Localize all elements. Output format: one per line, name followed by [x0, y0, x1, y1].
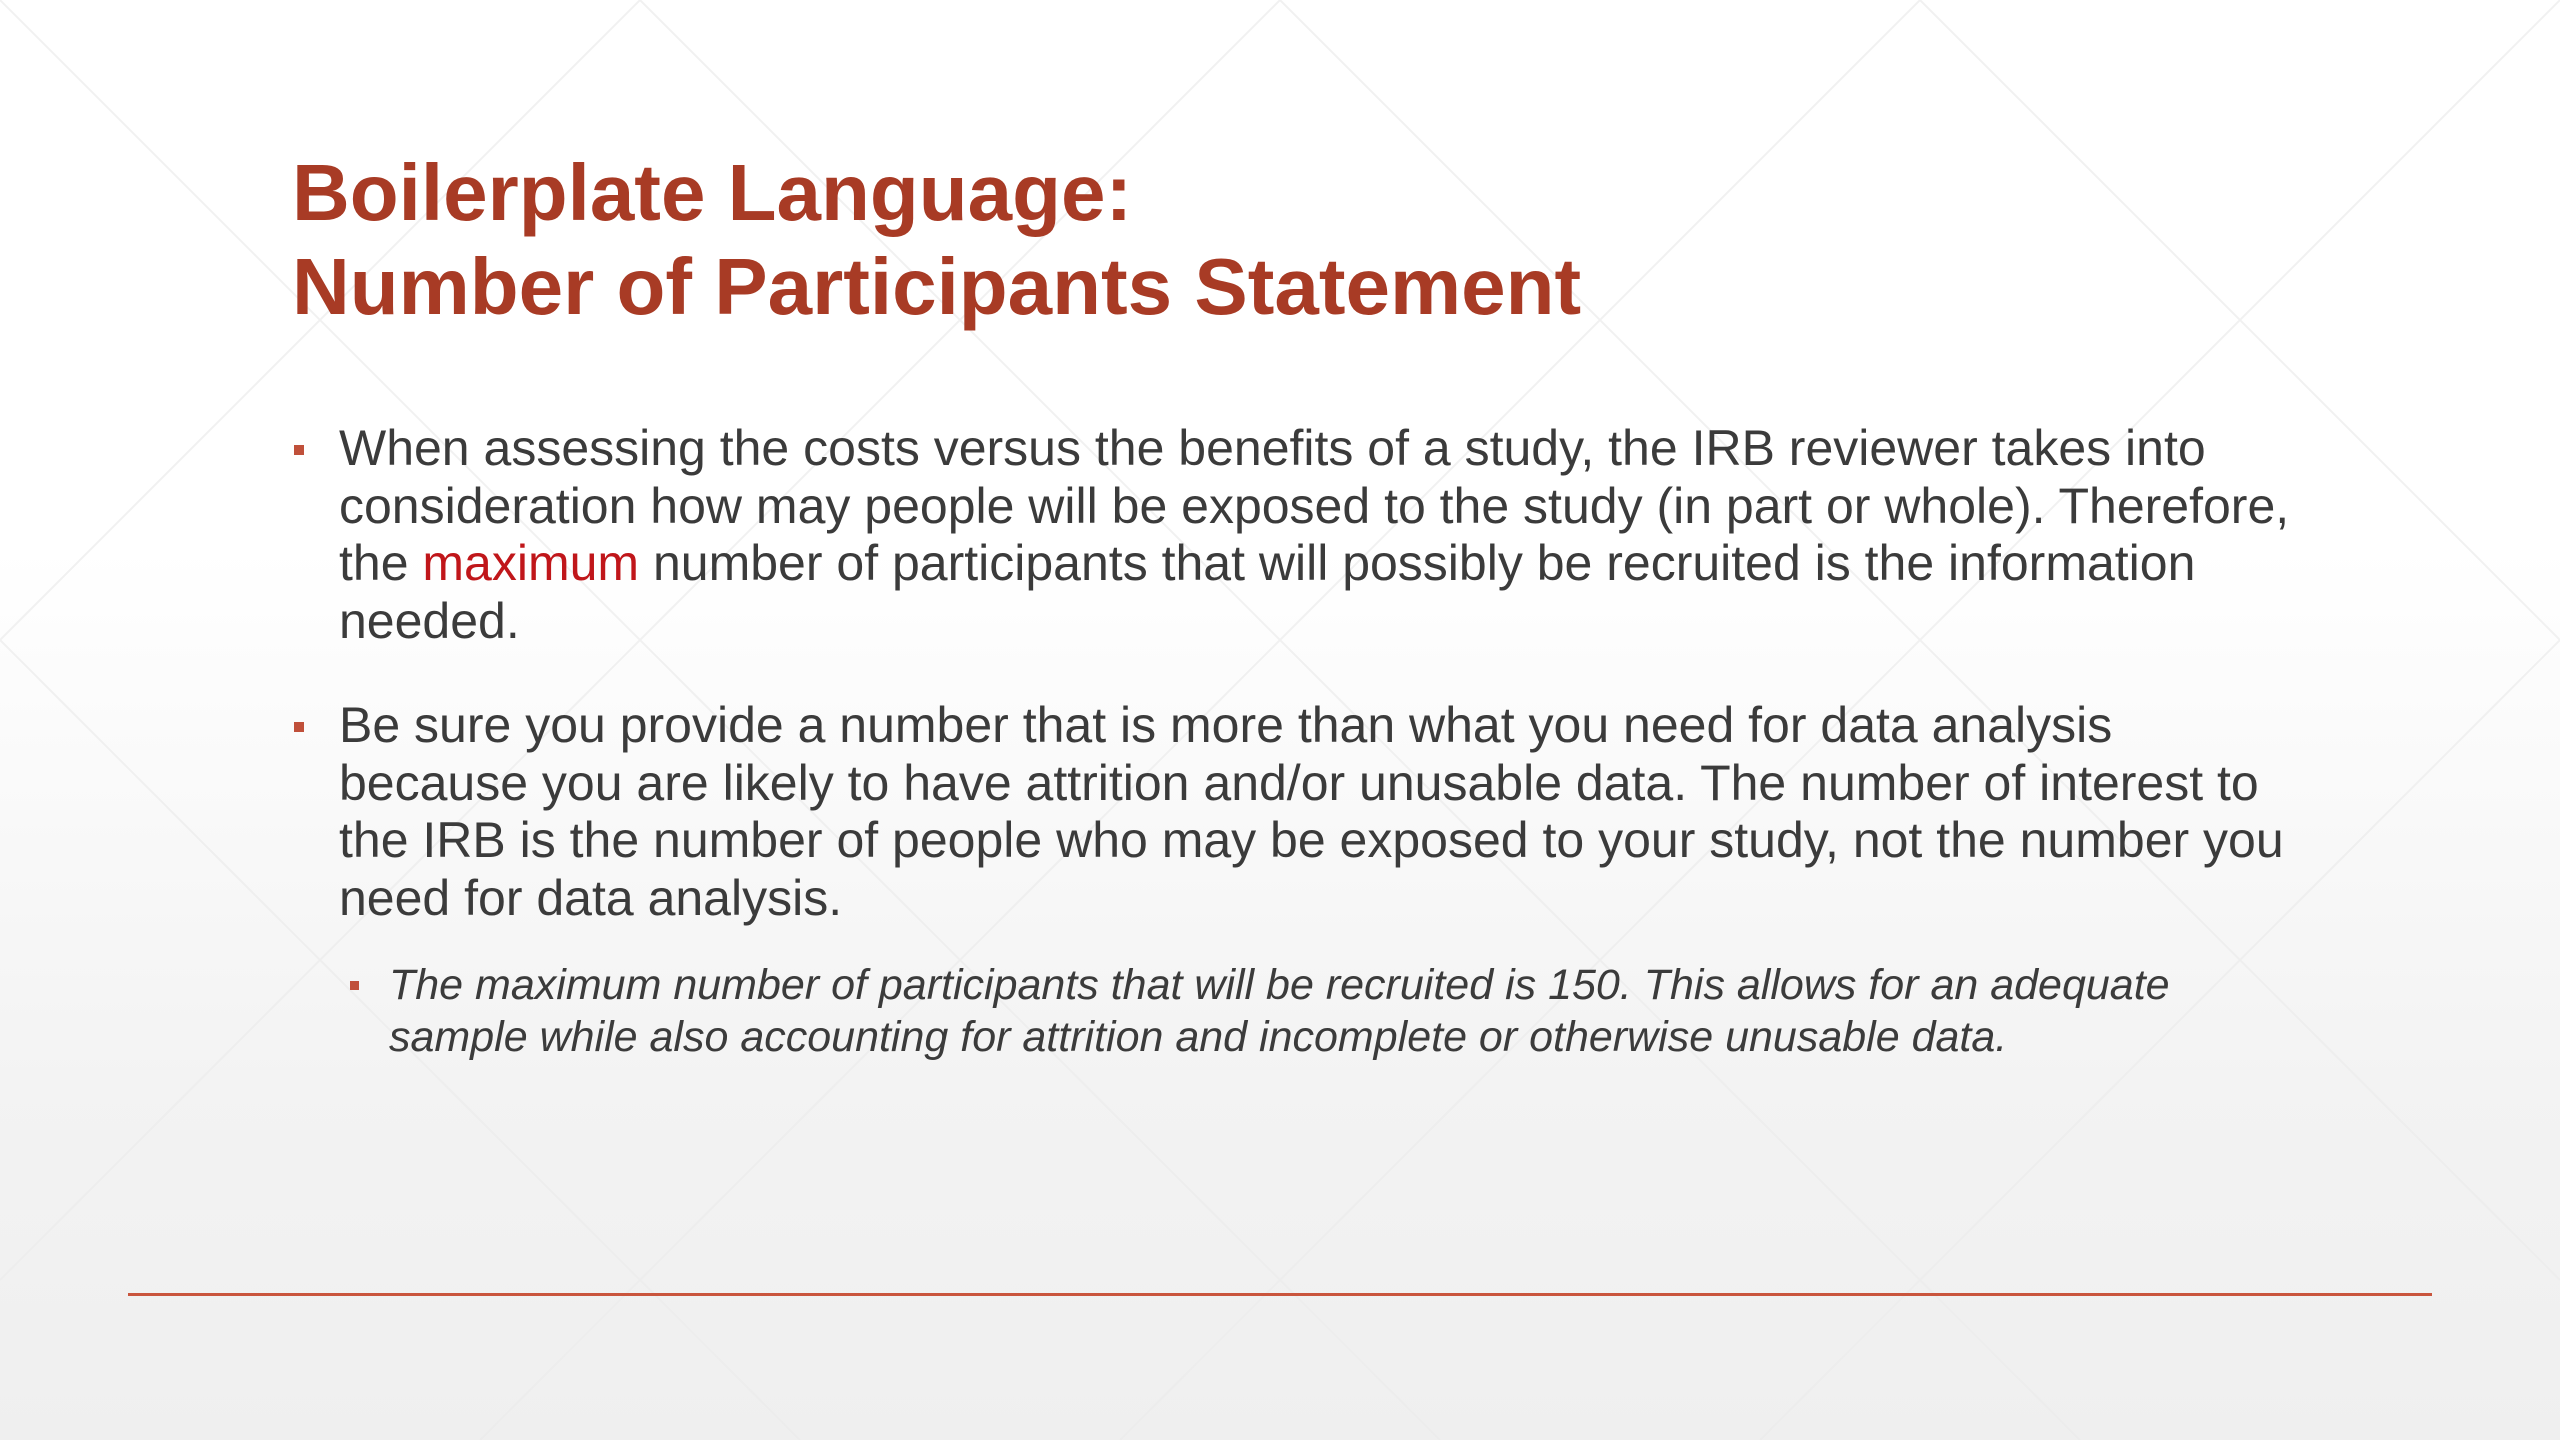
bullet-text-after: number of participants that will possibly be recruited is the information needed.	[339, 535, 2196, 649]
slide-content	[292, 420, 2292, 1063]
slide-title-line-1: Boilerplate Language:	[292, 148, 1133, 237]
bullet-item	[292, 697, 2292, 927]
bullet-item	[292, 420, 2292, 650]
highlight-maximum: maximum	[422, 535, 640, 591]
footer-divider	[128, 1293, 2432, 1296]
slide-title-line-2: Number of Participants Statement	[292, 242, 1582, 331]
square-sub-bullet-icon	[350, 981, 359, 990]
sub-bullet-item	[292, 959, 2292, 1063]
sub-bullet-text: The maximum number of participants that will be recruited is 150. This allows for an adequate sample while also accounting for attrition and incomplete or otherwise unusable data.	[389, 961, 2170, 1061]
slide-title	[292, 146, 2292, 334]
square-bullet-icon	[294, 722, 304, 732]
bullet-text-before: When assessing the costs versus the benefits of a study, the IRB reviewer takes into consideration how may people will be exposed to the study (in part or whole). Therefore, the	[339, 420, 2290, 591]
bullet-text: Be sure you provide a number that is more than what you need for data analysis because you are likely to have attrition and/or unusable data. The number of interest to the IRB is the number of people who may be exposed to your study, not the number you need for data analysis.	[339, 697, 2284, 926]
square-bullet-icon	[294, 445, 304, 455]
